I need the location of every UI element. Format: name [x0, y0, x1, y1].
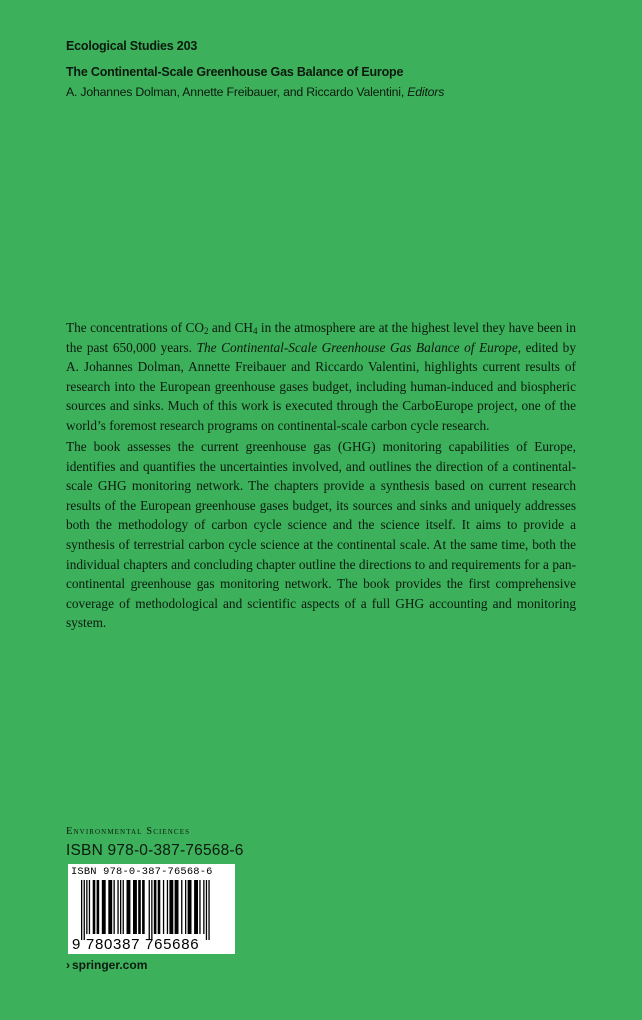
barcode-bar	[185, 880, 186, 934]
barcode-isbn-label: ISBN 978-0-387-76568-6	[71, 866, 213, 878]
barcode-bar	[149, 880, 150, 940]
barcode-bar	[208, 880, 209, 940]
barcode-bar	[114, 880, 115, 934]
publisher-link[interactable]	[66, 958, 147, 972]
barcode-bar	[102, 880, 106, 934]
subject-category: Environmental Sciences	[66, 826, 191, 837]
barcode-bar	[120, 880, 121, 934]
blurb-p1-text-1: The concentrations of CO	[66, 320, 204, 335]
barcode-bar	[169, 880, 173, 934]
blurb-p1-text-2: and CH	[208, 320, 253, 335]
series-name: Ecological Studies 203	[66, 39, 198, 53]
barcode-bar	[84, 880, 85, 940]
co2-subscript: 2	[203, 326, 209, 336]
barcode-bar	[175, 880, 179, 934]
barcode-bar	[203, 880, 204, 934]
barcode-bar	[167, 880, 168, 934]
blurb-paragraph-1	[66, 318, 576, 436]
barcode-bar	[142, 880, 145, 934]
blurb-p1-text-3: in the atmosphere are at the highest level they have been in the past 650,000 years.	[66, 320, 576, 355]
barcode-bar	[138, 880, 141, 934]
barcode-bar	[188, 880, 192, 934]
barcode-bar	[127, 880, 131, 934]
blurb-book-title: The Continental-Scale Greenhouse Gas Balance of Europe	[196, 339, 518, 355]
blurb-paragraph-2: The book assesses the current greenhouse gas (GHG) monitoring capabilities of Europe, identifies and quantifies the uncertainties involved, and outlines the direction of a continental-scale GHG monitoring network. The chapters provide a synthesis based on current research results of the European greenhouse gases budget, its sources and sinks and uniquely addresses both the methodology of carbon cycle science and the science itself. It aims to provide a synthesis of terrestrial carbon cycle science at the continental scale. At the same time, both the individual chapters and concluding chapter outline the directions to and requirements for a pan-continental greenhouse gas monitoring network. The book provides the first comprehensive coverage of methodological and scientific aspects of a full GHG accounting and monitoring system.	[66, 439, 576, 631]
barcode-bar	[93, 880, 96, 934]
editor-names: A. Johannes Dolman, Annette Freibauer, and Riccardo Valentini,	[66, 85, 405, 99]
barcode-bar	[151, 880, 152, 940]
barcode-bar	[123, 880, 124, 934]
barcode-bar	[133, 880, 137, 934]
barcode-bar	[117, 880, 118, 934]
barcode-bar	[199, 880, 200, 934]
chevron-right-icon: ›	[66, 958, 70, 972]
barcode-bar	[158, 880, 161, 934]
book-title: The Continental-Scale Greenhouse Gas Balance of Europe	[66, 65, 404, 79]
barcode-bar	[108, 880, 112, 934]
barcode-bar	[163, 880, 164, 934]
barcode-digits: 9 780387 765686	[72, 936, 200, 953]
barcode-bar	[194, 880, 198, 934]
barcode-bar	[97, 880, 100, 934]
barcode-bar	[86, 880, 87, 934]
barcode-bar	[89, 880, 90, 934]
barcode-bar	[206, 880, 207, 940]
barcode	[68, 864, 235, 954]
barcode-bar	[181, 880, 182, 934]
isbn-text: ISBN 978-0-387-76568-6	[66, 842, 244, 859]
ch4-subscript: 4	[252, 326, 258, 336]
editors-role: Editors	[407, 85, 445, 99]
barcode-bar	[154, 880, 157, 934]
blurb-p1-text-4: , edited by A. Johannes Dolman, Annette Freibauer and Riccardo Valentini, highlights current results of research into the European greenhouse gases budget, including human-induced and biospheric sources and sinks. Much of this work is executed through the CarboEurope project, one of the world’s foremost research programs on continental-scale carbon cycle research.	[66, 339, 576, 433]
barcode-bar	[81, 880, 82, 940]
editors-line	[66, 85, 444, 99]
publisher-label: springer.com	[72, 958, 148, 972]
